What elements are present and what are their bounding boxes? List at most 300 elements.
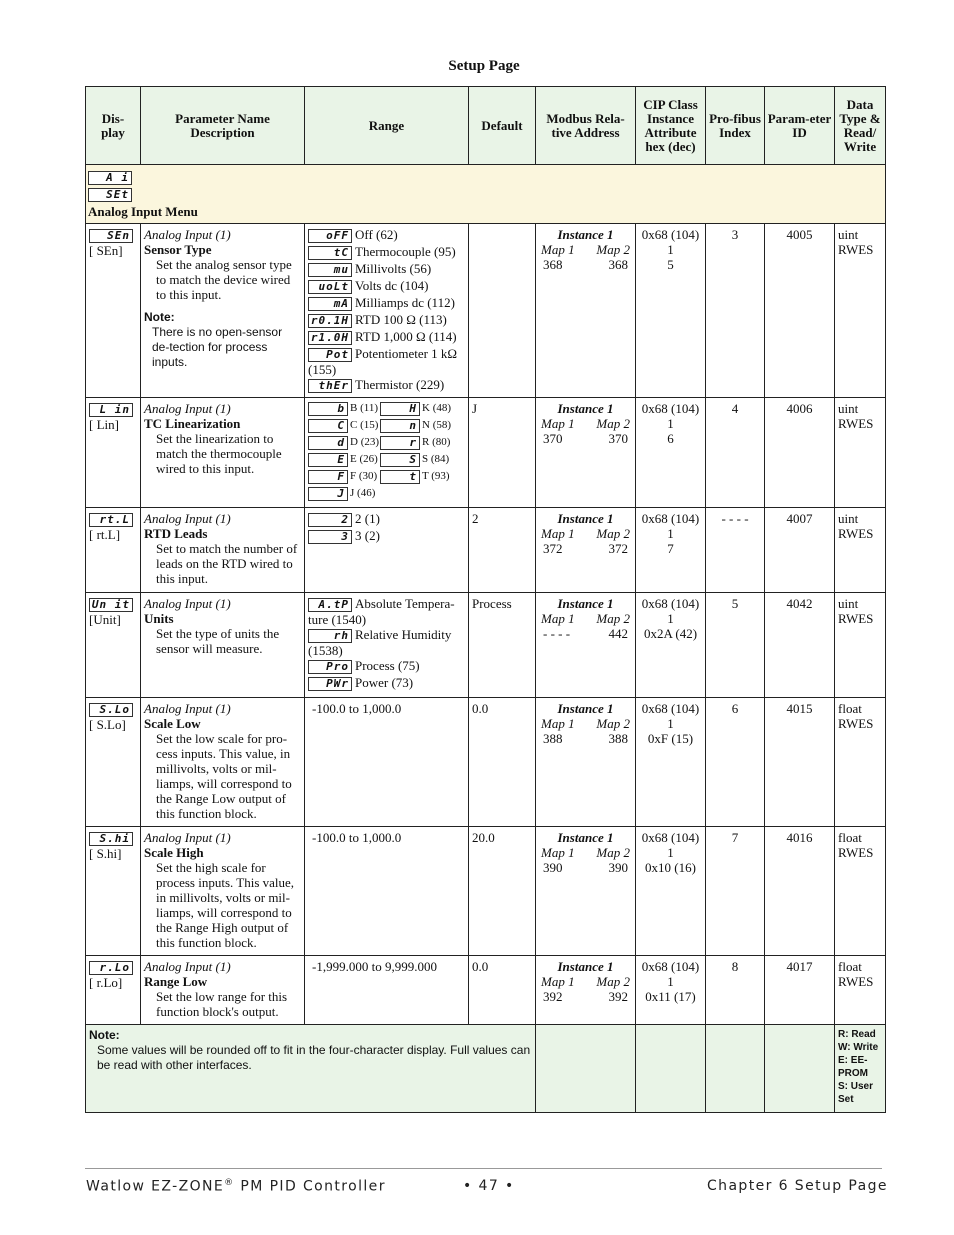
range-option (308, 658, 465, 675)
range-cell (305, 698, 469, 827)
param-name: Sensor Type (144, 242, 212, 258)
read-write: RWES (838, 611, 874, 627)
lcd-display: rt.L (89, 513, 133, 527)
range-option-pair (308, 452, 465, 469)
param-group: Analog Input (1) (144, 701, 231, 717)
profibus-cell (706, 827, 765, 956)
modbus-maps (539, 716, 632, 731)
lcd-display: C (308, 419, 348, 433)
range-option-pair (308, 401, 465, 418)
read-write: RWES (838, 716, 874, 732)
param-id-cell (765, 593, 835, 698)
modbus-maps (539, 611, 632, 626)
range-text: -100.0 to 1,000.0 (312, 830, 402, 846)
param-name: RTD Leads (144, 526, 208, 542)
param-cell (141, 827, 305, 956)
default-value: 0.0 (472, 701, 489, 717)
range-option-label: D (23) (350, 436, 380, 449)
range-cell (305, 593, 469, 698)
col-param: Parameter Name Description (141, 87, 305, 165)
default-cell (469, 508, 536, 593)
note-heading: Note: (89, 1028, 120, 1043)
col-cip: CIP Class Instance Attribute hex (dec) (636, 87, 706, 165)
modbus-map2-value: 392 (608, 989, 628, 1005)
range-cell (305, 508, 469, 593)
param-desc: Set the linearization to match the thermocouple wired to this input. (156, 431, 282, 477)
param-group: Analog Input (1) (144, 401, 231, 417)
range-option-label: S (84) (422, 453, 450, 466)
data-type: float (838, 959, 862, 975)
param-desc: Set the type of units the sensor will measure. (156, 626, 280, 657)
cip-line: 1 (667, 242, 674, 258)
legend-item: E: EE-PROM (838, 1055, 868, 1080)
param-group: Analog Input (1) (144, 830, 231, 846)
range-option-pair (308, 469, 465, 486)
default-cell (469, 827, 536, 956)
profibus-index: - - - - (721, 511, 749, 527)
range-option-label: E (26) (350, 453, 378, 466)
read-write: RWES (838, 416, 874, 432)
display-code: [ S.Lo] (89, 717, 126, 733)
cip-cell (636, 398, 706, 508)
cip-line: 1 (667, 845, 674, 861)
default-cell (469, 398, 536, 508)
range-option-pair (308, 435, 465, 452)
cip-line: 0x68 (104) (641, 701, 700, 717)
modbus-cell (536, 956, 636, 1025)
modbus-map2-value: 388 (608, 731, 628, 747)
param-note-text: There is no open-sensor de-tection for process inputs. (152, 325, 283, 370)
data-type-cell (835, 698, 886, 827)
range-option-label: F (30) (350, 470, 378, 483)
lcd-display: rh (308, 629, 352, 643)
modbus-instance: Instance 1 (557, 596, 614, 612)
lcd-display: S (380, 453, 420, 467)
default-cell (469, 224, 536, 398)
param-id: 4006 (786, 401, 813, 417)
range-cell (305, 956, 469, 1025)
modbus-map1-label: Map 1 (541, 974, 575, 990)
range-option-label: Millivolts (56) (355, 261, 432, 277)
param-group: Analog Input (1) (144, 227, 231, 243)
param-desc: Set the low range for this function block's output. (156, 989, 288, 1020)
range-option-label: Absolute Tempera-ture (1540) (308, 596, 455, 628)
cip-line: 0xF (15) (647, 731, 694, 747)
range-option-label: N (58) (422, 419, 452, 432)
empty-cell (636, 1025, 706, 1113)
param-cell (141, 508, 305, 593)
display-cell (86, 593, 141, 698)
cip-line: 0x11 (17) (645, 989, 696, 1005)
setup-table (85, 86, 886, 1113)
empty-cell (765, 1025, 835, 1113)
data-type-cell (835, 593, 886, 698)
data-type-cell (835, 508, 886, 593)
lcd-display: Pot (308, 348, 352, 362)
modbus-maps (539, 416, 632, 431)
lcd-display: SEn (89, 229, 133, 243)
footer-right: Chapter 6 Setup Page (707, 1178, 888, 1194)
range-cell (305, 224, 469, 398)
legend-cell (835, 1025, 886, 1113)
note-cell (86, 1025, 536, 1113)
modbus-map1-value: 368 (543, 257, 563, 273)
note-text: Some values will be rounded off to fit in the four-character display. Full values can be read with other interfaces. (97, 1043, 531, 1073)
range-option (308, 675, 465, 692)
modbus-map1-label: Map 1 (541, 242, 575, 258)
footer-left: Watlow EZ-ZONE® PM PID Controller (86, 1178, 386, 1195)
range-option (308, 627, 465, 658)
range-option-label: Thermocouple (95) (355, 244, 456, 260)
modbus-values (539, 731, 632, 746)
data-type-cell (835, 956, 886, 1025)
param-group: Analog Input (1) (144, 959, 231, 975)
profibus-index: 7 (731, 830, 739, 846)
col-default: Default (469, 87, 536, 165)
page-title: Setup Page (448, 58, 520, 74)
lcd-display: t (380, 470, 420, 484)
range-option-pair (308, 418, 465, 435)
data-type: uint (838, 596, 859, 612)
range-option-label: Power (73) (355, 675, 414, 691)
param-name: Units (144, 611, 174, 627)
range-option-label: Process (75) (355, 658, 420, 674)
cip-line: 1 (667, 416, 674, 432)
lcd-display: J (308, 487, 348, 501)
range-option-label: Thermistor (229) (355, 377, 445, 393)
table-row (86, 827, 886, 956)
lcd-display: tC (308, 246, 352, 260)
profibus-cell (706, 398, 765, 508)
modbus-map1-value: 390 (543, 860, 563, 876)
param-id: 4017 (786, 959, 813, 975)
range-option-pair (308, 486, 465, 503)
range-option-label: Milliamps dc (112) (355, 295, 455, 311)
display-cell (86, 956, 141, 1025)
note-row (86, 1025, 886, 1113)
lcd-display: oFF (308, 229, 352, 243)
display-cell (86, 698, 141, 827)
cip-cell (636, 508, 706, 593)
modbus-map1-value: 388 (543, 731, 563, 747)
cip-cell (636, 827, 706, 956)
display-code: [ r.Lo] (89, 975, 123, 991)
lcd-display: r0.1H (308, 314, 352, 328)
param-name: Scale Low (144, 716, 201, 732)
modbus-map2-label: Map 2 (596, 611, 630, 627)
lcd-display: uoLt (308, 280, 352, 294)
param-group: Analog Input (1) (144, 511, 231, 527)
modbus-map2-label: Map 2 (596, 242, 630, 258)
data-type-cell (835, 827, 886, 956)
param-cell (141, 956, 305, 1025)
display-cell (86, 508, 141, 593)
cip-line: 0x10 (16) (645, 860, 696, 876)
modbus-instance: Instance 1 (557, 511, 614, 527)
col-profibus: Pro-fibus Index (706, 87, 765, 165)
range-option-label: C (15) (350, 419, 379, 432)
menu-label: Analog Input Menu (88, 204, 198, 220)
modbus-map1-value: 392 (543, 989, 563, 1005)
read-write: RWES (838, 974, 874, 990)
empty-cell (706, 1025, 765, 1113)
profibus-index: 5 (731, 596, 739, 612)
display-cell (86, 827, 141, 956)
modbus-map2-label: Map 2 (596, 416, 630, 432)
lcd-display: E (308, 453, 348, 467)
modbus-map2-value: 372 (608, 541, 628, 557)
cip-cell (636, 224, 706, 398)
default-cell (469, 698, 536, 827)
modbus-cell (536, 508, 636, 593)
cip-line: 7 (667, 541, 674, 557)
lcd-display: mA (308, 297, 352, 311)
modbus-cell (536, 398, 636, 508)
modbus-map2-label: Map 2 (596, 526, 630, 542)
col-data-type: Data Type & Read/ Write (835, 87, 886, 165)
read-write: RWES (838, 526, 874, 542)
modbus-map2-value: 390 (608, 860, 628, 876)
param-id: 4007 (786, 511, 813, 527)
cip-line: 1 (667, 716, 674, 732)
param-name: Range Low (144, 974, 208, 990)
range-option (308, 227, 465, 244)
range-option-label: Off (62) (355, 227, 398, 243)
param-cell (141, 398, 305, 508)
cip-line: 1 (667, 974, 674, 990)
param-id: 4042 (786, 596, 813, 612)
table-row (86, 593, 886, 698)
cip-line: 6 (667, 431, 674, 447)
display-code: [ S.hi] (89, 846, 122, 862)
modbus-map1-label: Map 1 (541, 416, 575, 432)
data-type-cell (835, 224, 886, 398)
table-row (86, 508, 886, 593)
data-type: float (838, 830, 862, 846)
lcd-display: r (380, 436, 420, 450)
display-cell (86, 398, 141, 508)
modbus-maps (539, 845, 632, 860)
profibus-cell (706, 224, 765, 398)
param-name: TC Linearization (144, 416, 241, 432)
profibus-cell (706, 593, 765, 698)
range-option (308, 329, 465, 346)
lcd-display: r1.0H (308, 331, 352, 345)
modbus-instance: Instance 1 (557, 959, 614, 975)
footer-page-number: • 47 • (463, 1178, 515, 1194)
modbus-values (539, 626, 632, 641)
default-value: Process (472, 596, 512, 612)
param-id-cell (765, 398, 835, 508)
legend-item: S: User Set (838, 1081, 874, 1106)
col-range: Range (305, 87, 469, 165)
range-text: -100.0 to 1,000.0 (312, 701, 402, 717)
range-option-label: Relative Humidity (1538) (308, 627, 452, 659)
lcd-display: n (380, 419, 420, 433)
display-cell (86, 224, 141, 398)
default-cell (469, 956, 536, 1025)
footer-divider (85, 1168, 882, 1169)
modbus-map1-value: 370 (543, 431, 563, 447)
modbus-values (539, 541, 632, 556)
lcd-display: Un it (89, 598, 133, 612)
menu-row (86, 165, 886, 224)
range-option-label: R (80) (422, 436, 451, 449)
lcd-display: mu (308, 263, 352, 277)
table-row (86, 698, 886, 827)
param-desc: Set the analog sensor type to match the device wired to this input. (156, 257, 292, 303)
modbus-map2-value: 368 (608, 257, 628, 273)
range-option (308, 312, 465, 329)
display-code: [ SEn] (89, 243, 123, 259)
display-code: [ rt.L] (89, 527, 121, 543)
param-group: Analog Input (1) (144, 596, 231, 612)
display-code: [Unit] (89, 612, 121, 628)
cip-line: 0x68 (104) (641, 227, 700, 243)
table-row (86, 398, 886, 508)
modbus-maps (539, 242, 632, 257)
lcd-display: thEr (308, 379, 352, 393)
modbus-map1-label: Map 1 (541, 611, 575, 627)
range-option-label: B (11) (350, 402, 379, 415)
param-cell (141, 698, 305, 827)
range-text: -1,999.000 to 9,999.000 (312, 959, 437, 975)
lcd-display: r.Lo (89, 961, 133, 975)
lcd-display: F (308, 470, 348, 484)
modbus-maps (539, 974, 632, 989)
modbus-map2-value: 442 (608, 626, 628, 642)
cip-cell (636, 698, 706, 827)
lcd-display: SEt (88, 188, 132, 202)
col-param-id: Param-eter ID (765, 87, 835, 165)
default-cell (469, 593, 536, 698)
param-id-cell (765, 224, 835, 398)
modbus-instance: Instance 1 (557, 701, 614, 717)
modbus-values (539, 860, 632, 875)
range-option (308, 244, 465, 261)
range-option-label: RTD 100 Ω (113) (355, 312, 447, 328)
empty-cell (536, 1025, 636, 1113)
cip-line: 0x68 (104) (641, 401, 700, 417)
range-option-label: Potentiometer 1 kΩ (155) (308, 346, 458, 378)
range-option-label: T (93) (422, 470, 450, 483)
param-id-cell (765, 698, 835, 827)
table-row (86, 224, 886, 398)
range-option (308, 596, 465, 627)
cip-cell (636, 956, 706, 1025)
modbus-map2-label: Map 2 (596, 974, 630, 990)
range-cell (305, 398, 469, 508)
table-row (86, 956, 886, 1025)
profibus-index: 3 (731, 227, 739, 243)
modbus-values (539, 431, 632, 446)
cip-line: 0x68 (104) (641, 830, 700, 846)
param-id: 4016 (786, 830, 813, 846)
read-write: RWES (838, 242, 874, 258)
col-display: Dis- play (86, 87, 141, 165)
modbus-maps (539, 526, 632, 541)
range-option-label: J (46) (350, 487, 376, 500)
lcd-display: 2 (308, 513, 352, 527)
col-modbus: Modbus Rela-tive Address (536, 87, 636, 165)
display-code: [ Lin] (89, 417, 119, 433)
modbus-cell (536, 224, 636, 398)
cip-line: 0x2A (42) (643, 626, 698, 642)
range-option (308, 295, 465, 312)
range-option-label: Volts dc (104) (355, 278, 429, 294)
profibus-index: 6 (731, 701, 739, 717)
param-note-heading: Note: (144, 310, 175, 325)
lcd-display: H (380, 402, 420, 416)
lcd-display: d (308, 436, 348, 450)
range-option (308, 377, 465, 394)
modbus-map1-value: - - - - (543, 626, 571, 642)
modbus-map1-label: Map 1 (541, 526, 575, 542)
cip-line: 0x68 (104) (641, 596, 700, 612)
data-type: uint (838, 511, 859, 527)
param-desc: Set the low scale for pro-cess inputs. This value, in millivolts, volts or mil-liamps, will correspond to the Range Low output of this function block. (156, 731, 292, 822)
default-value: 20.0 (472, 830, 495, 846)
modbus-map1-label: Map 1 (541, 845, 575, 861)
param-id: 4015 (786, 701, 813, 717)
cip-line: 5 (667, 257, 674, 273)
lcd-display: 3 (308, 530, 352, 544)
cip-line: 1 (667, 526, 674, 542)
param-desc: Set the high scale for process inputs. This value, in millivolts, volts or mil-liamps, will correspond to the Range High output of this function block. (156, 860, 295, 951)
data-type: float (838, 701, 862, 717)
data-type-cell (835, 398, 886, 508)
lcd-display: A i (88, 171, 132, 185)
modbus-instance: Instance 1 (557, 830, 614, 846)
modbus-map1-label: Map 1 (541, 716, 575, 732)
cip-cell (636, 593, 706, 698)
modbus-cell (536, 698, 636, 827)
param-id: 4005 (786, 227, 813, 243)
legend-item: R: Read (838, 1029, 876, 1041)
range-option-label: K (48) (422, 402, 452, 415)
modbus-map2-label: Map 2 (596, 845, 630, 861)
lcd-display: A.tP (308, 598, 352, 612)
profibus-cell (706, 508, 765, 593)
profibus-cell (706, 698, 765, 827)
modbus-map2-label: Map 2 (596, 716, 630, 732)
modbus-map2-value: 370 (608, 431, 628, 447)
lcd-display: S.Lo (89, 703, 133, 717)
modbus-instance: Instance 1 (557, 227, 614, 243)
cip-line: 1 (667, 611, 674, 627)
legend-item: W: Write (838, 1042, 879, 1054)
default-value: 0.0 (472, 959, 489, 975)
modbus-values (539, 989, 632, 1004)
default-value: J (472, 401, 478, 417)
range-option (308, 528, 465, 545)
profibus-cell (706, 956, 765, 1025)
param-cell (141, 224, 305, 398)
default-value: 2 (472, 511, 479, 527)
lcd-display: Pro (308, 660, 352, 674)
range-option-label: RTD 1,000 Ω (114) (355, 329, 457, 345)
range-option (308, 511, 465, 528)
lcd-display: b (308, 402, 348, 416)
param-desc: Set to match the number of leads on the RTD wired to this input. (156, 541, 298, 587)
param-cell (141, 593, 305, 698)
range-option (308, 346, 465, 377)
range-option (308, 261, 465, 278)
cip-line: 0x68 (104) (641, 959, 700, 975)
range-cell (305, 827, 469, 956)
param-id-cell (765, 956, 835, 1025)
read-write: RWES (838, 845, 874, 861)
